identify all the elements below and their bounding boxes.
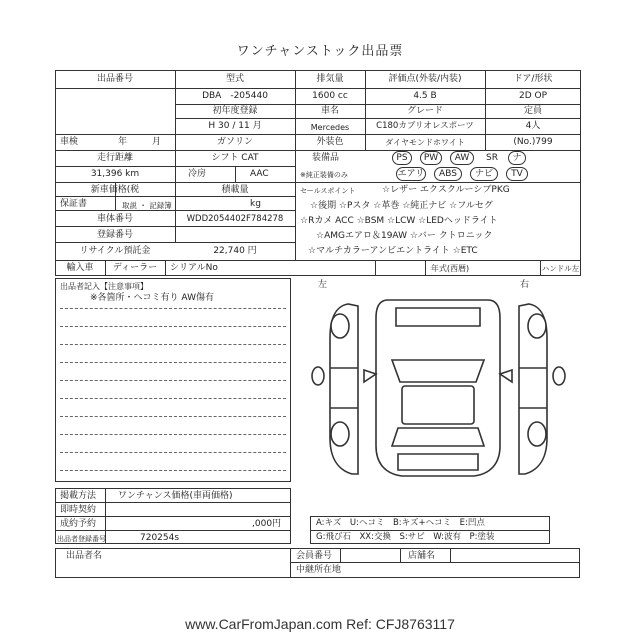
import-car-label: 輸入車 <box>66 263 94 273</box>
shift-label: シフト CAT <box>211 153 259 163</box>
sales-point-2: ☆後期 ☆Pスタ ☆革巻 ☆純正ナビ ☆フルセグ <box>310 201 493 211</box>
car-name-value: Mercedes <box>310 123 350 132</box>
recycle-fee-value: 22,740 円 <box>213 246 257 256</box>
grade-label: グレード <box>406 106 443 116</box>
seller-name-label: 出品者名 <box>66 551 103 561</box>
sales-point-4: ☆AMGエアロ＆19AW ☆バー クトロニック <box>316 231 493 241</box>
equip-option-ps: PS <box>392 151 412 165</box>
reservation-unit: ,000円 <box>252 519 282 529</box>
damage-diagram <box>296 278 581 512</box>
warranty-label: 保証書 <box>60 199 88 209</box>
listing-method-value: ワンチャンス価格(車両価格) <box>118 491 233 501</box>
first-registration-label: 初年度登録 <box>212 106 258 116</box>
mileage-label: 走行距離 <box>96 153 133 163</box>
listing-method-label: 掲載方法 <box>60 491 97 501</box>
model-value: DBA -205440 <box>202 91 268 101</box>
model-year-label: 年式(西暦) <box>430 264 470 273</box>
watermark-footer: www.CarFromJapan.com Ref: CFJ8763117 <box>185 616 455 632</box>
load-unit: kg <box>250 199 261 209</box>
ac-label: 冷房 <box>188 169 207 179</box>
inspection-year: 年 <box>118 137 128 147</box>
equipment-note: ※純正装備のみ <box>300 171 348 179</box>
score-value: 4.5 B <box>413 91 437 101</box>
handle-value: ハンドル左 <box>541 264 580 273</box>
sheet-title: ワンチャンストック出品票 <box>236 44 404 59</box>
door-label: ドア/形状 <box>513 74 553 84</box>
first-registration-value: H 30 / 11 月 <box>208 121 262 131</box>
grade-value: C180カブリオレスポーツ <box>376 121 474 131</box>
warranty-value: 取説 ・ 記録簿 <box>122 201 172 210</box>
left-side-label: 左 <box>318 280 328 290</box>
notes-header: 出品者記入【注意事項】 <box>60 282 148 291</box>
equip-option-navi: ナ <box>508 151 526 165</box>
equip-option-sr: SR <box>486 153 498 163</box>
legend-line-1: A:キズ U:ヘコミ B:キズ+ヘコミ E:凹点 <box>316 518 485 528</box>
sales-point-1: ☆レザー エクスクルーシブPKG <box>382 185 510 195</box>
equip-option-aw: AW <box>450 151 474 165</box>
recycle-fee-label: リサイクル預託金 <box>79 246 151 256</box>
capacity-value: 4人 <box>525 121 541 131</box>
exterior-color-value: ダイヤモンドホワイト <box>385 138 465 147</box>
displacement-value: 1600 cc <box>312 91 348 101</box>
ticket-value: 720254s <box>140 533 180 543</box>
ac-value: AAC <box>250 169 269 179</box>
legend-line-2: G:飛び石 XX:交換 S:サビ W:波有 P:塗装 <box>316 532 495 542</box>
registration-number-label: 登録番号 <box>96 230 133 240</box>
member-number-label: 会員番号 <box>296 551 333 561</box>
displacement-label: 排気量 <box>316 74 344 84</box>
equip-option-tv: TV <box>506 167 528 181</box>
capacity-label: 定員 <box>523 106 542 116</box>
ticket-label: 出品者登録番号 <box>57 535 106 543</box>
sales-point-3: ☆Rカメ ACC ☆BSM ☆LCW ☆LEDヘッドライト <box>300 216 498 226</box>
serial-label: シリアルNo <box>170 263 218 273</box>
car-name-label: 車名 <box>320 106 339 116</box>
exterior-color-label: 外装色 <box>316 137 344 147</box>
equip-option-airbag: エアリ <box>397 169 425 179</box>
vin-value: WDD2054402F784278 <box>186 214 284 224</box>
dealer-label: ディーラー <box>112 263 158 273</box>
vin-label: 車体番号 <box>96 214 133 224</box>
immediate-contract-label: 即時契約 <box>60 505 97 515</box>
notes-line-1: ※各箇所・ヘコミ有り AW傷有 <box>90 293 214 303</box>
lot-number-label: 出品番号 <box>96 74 133 84</box>
relay-location-label: 中継所在地 <box>296 565 342 575</box>
right-side-label: 右 <box>520 280 530 290</box>
equip-option-navi2: ナビ <box>470 167 498 181</box>
inspection-month: 月 <box>152 137 162 147</box>
equip-option-abs: ABS <box>434 167 462 181</box>
inspection-label: 車検 <box>60 137 79 147</box>
color-number: (No.)799 <box>513 137 553 147</box>
store-name-label: 店舗名 <box>408 551 436 561</box>
sales-point-5: ☆マルチカラーアンビエントライト ☆ETC <box>308 246 478 256</box>
load-capacity-label: 積載量 <box>221 185 249 195</box>
new-car-price-label: 新車価格(税 <box>90 185 140 195</box>
model-label: 型式 <box>225 74 244 84</box>
door-value: 2D OP <box>518 91 548 101</box>
car-diagram-icon <box>296 278 581 512</box>
reservation-label: 成約予約 <box>60 519 97 529</box>
fuel-value: ガソリン <box>216 137 253 147</box>
equipment-label: 装備品 <box>312 153 340 163</box>
equip-option-pw: PW <box>420 151 442 165</box>
score-label: 評価点(外装/内装) <box>388 74 462 84</box>
sales-point-label: セールスポイント <box>300 187 356 195</box>
mileage-value: 31,396 km <box>90 169 140 179</box>
